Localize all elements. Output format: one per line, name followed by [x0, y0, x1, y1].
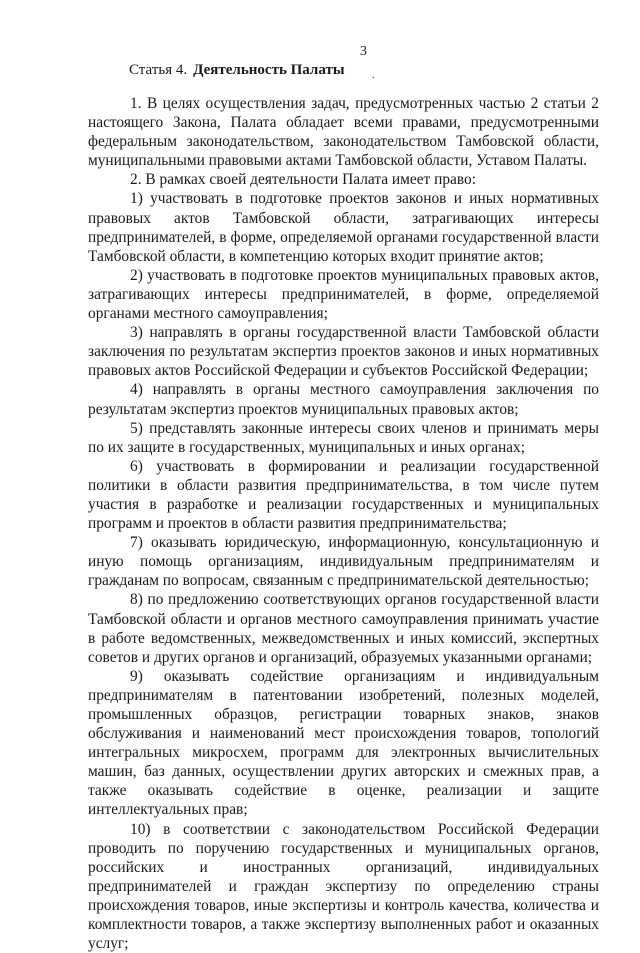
list-item-6: 6) участвовать в формировании и реализации государственной политики в области развития предпринимательства, в том числе путем участия в разработке и реализации государственных и муниципальных программ и проектов в области развития предпринимательства;	[88, 457, 599, 533]
list-item-5: 5) представлять законные интересы своих членов и принимать меры по их защите в государственных, муниципальных и иных органах;	[88, 419, 599, 456]
list-item-1: 1) участвовать в подготовке проектов законов и иных нормативных правовых актов Тамбовской области, затрагивающих интересы предпринимателей, в форме, определяемой органами государственной власти Тамбовской области, в компетенцию которых входит принятие актов;	[88, 190, 599, 265]
list-item-3: 3) направлять в органы государственной власти Тамбовской области заключения по результатам экспертиз проектов законов и иных нормативных правовых актов Российской Федерации и субъектов Российской Федерации;	[88, 324, 599, 380]
paragraph-1: 1. В целях осуществления задач, предусмотренных частью 2 статьи 2 настоящего Закона, Палата обладает всеми правами, предусмотренными федеральным законодательством, законодательством Тамбовской области, муниципальными правовыми актами Тамбовской области, Уставом Палаты.	[88, 95, 599, 170]
stray-mark: .	[372, 70, 375, 81]
list-item-9: 9) оказывать содействие организациям и индивидуальным предпринимателям в патентовании изобретений, полезных моделей, промышленных образцов, регистрации товарных знаков, знаков обслуживания и наименований мест происхождения товаров, топологий интегральных микросхем, программ для электронных вычислительных машин, баз данных, осуществлении других авторских и смежных прав, а также оказывать содействие в оценке, реализации и защите интеллектуальных прав;	[88, 667, 599, 819]
list-item-2: 2) участвовать в подготовке проектов муниципальных правовых актов, затрагивающих интересы предпринимателей, в форме, определяемой органами местного самоуправления;	[88, 266, 599, 323]
article-label: Статья 4.	[129, 62, 188, 78]
article-body	[88, 94, 599, 953]
list-item-7: 7) оказывать юридическую, информационную, консультационную и иную помощь организациям, индивидуальным предпринимателям и гражданам по вопросам, связанным с предпринимательской деятельностью;	[88, 534, 599, 590]
list-item-8: 8) по предложению соответствующих органов государственной власти Тамбовской области и органов местного самоуправления принимать участие в работе ведомственных, межведомственных и иных комиссий, экспертных советов и других органов и организаций, образуемых указанными органами;	[88, 591, 599, 666]
paragraph-2: 2. В рамках своей деятельности Палата имеет право:	[130, 171, 477, 189]
page-number: 3	[360, 44, 367, 59]
article-title: Деятельность Палаты	[193, 62, 345, 78]
list-item-4: 4) направлять в органы местного самоуправления заключения по результатам экспертиз проектов муниципальных правовых актов;	[88, 381, 599, 418]
list-item-10: 10) в соответствии с законодательством Российской Федерации проводить по поручению государственных и муниципальных органов, российских и иностранных организаций, индивидуальных предпринимателей и граждан экспертизу по определению страны происхождения товаров, иные экспертизы и контроль качества, количества и комплектности товаров, а также экспертизу выполненных работ и оказанных услуг;	[88, 820, 599, 953]
article-heading	[129, 62, 345, 79]
